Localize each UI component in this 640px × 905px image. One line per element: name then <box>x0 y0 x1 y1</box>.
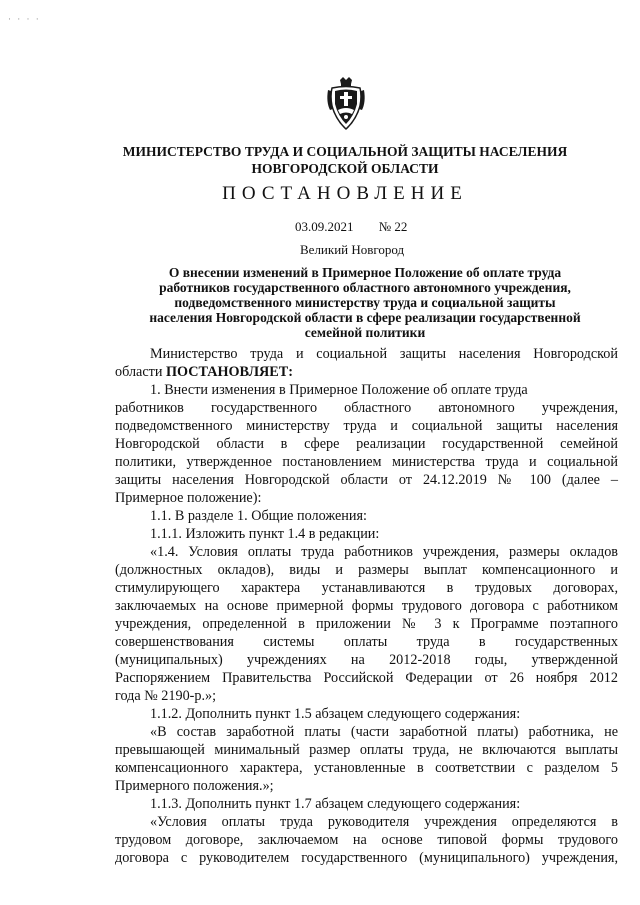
document-city: Великий Новгород <box>300 242 405 257</box>
body-line: работников государственного областного автономного учреждения, <box>115 400 618 416</box>
title-line: подведомственного министерству труда и социальной защиты <box>174 295 556 310</box>
body-line: защиты населения Новгородской области от 24.12.2019 № 100 (далее – <box>115 472 618 488</box>
ministry-name-line1: МИНИСТЕРСТВО ТРУДА И СОЦИАЛЬНОЙ ЗАЩИТЫ НАСЕЛЕНИЯ <box>122 144 568 159</box>
body-line: учреждения, определенной в приложении № 3 к Программе поэтапного <box>115 616 618 632</box>
document-date: 03.09.2021 <box>295 219 354 234</box>
body-line: стимулирующего характера устанавливаются в трудовых договорах, <box>115 580 618 596</box>
body-line: подведомственного министерству труда и социальной защиты населения <box>115 418 618 434</box>
body-line: заключаемых на основе примерной формы трудового договора с работником <box>115 598 618 614</box>
title-line: семейной политики <box>304 325 426 340</box>
body-line: 1.1. В разделе 1. Общие положения: <box>150 508 367 524</box>
body-line: года № 2190-р.»; <box>115 688 217 704</box>
body-line: «1.4. Условия оплаты труда работников учреждения, размеры окладов <box>150 544 618 560</box>
body-line: совершенствования системы оплаты труда в государственных <box>115 634 618 650</box>
title-line: О внесении изменений в Примерное Положение об оплате труда <box>168 265 562 280</box>
body-line: Новгородской области в сфере реализации государственной семейной <box>115 436 618 452</box>
date-number-row <box>295 219 407 235</box>
body-line: превышающей минимальный размер оплаты труда, не включаются выплаты <box>115 742 618 758</box>
body-line: трудовом договоре, заключаемом на основе типовой формы трудового <box>115 832 618 848</box>
body-line: Примерное положение): <box>115 490 262 506</box>
body-line: политики, утвержденное постановлением министерства труда и социальной <box>115 454 618 470</box>
document-type: ПОСТАНОВЛЕНИЕ <box>222 183 468 204</box>
document-number: № 22 <box>378 219 408 234</box>
title-line: работников государственного областного автономного учреждения, <box>159 280 571 295</box>
ministry-name-line2: НОВГОРОДСКОЙ ОБЛАСТИ <box>251 161 439 176</box>
body-line <box>115 363 618 381</box>
coat-of-arms-icon <box>326 76 366 132</box>
body-line: компенсационного характера, установленные в соответствии с разделом 5 <box>115 760 618 776</box>
title-line: населения Новгородской области в сфере реализации государственной <box>149 310 581 325</box>
body-line: (муниципальных) учреждениях на 2012-2018 годы, утвержденной <box>115 652 618 668</box>
body-line: «Условия оплаты труда руководителя учреждения определяются в <box>150 814 618 830</box>
body-line: (должностных окладов), виды и размеры выплат компенсационного и <box>115 562 618 578</box>
body-line: 1.1.1. Изложить пункт 1.4 в редакции: <box>150 526 380 542</box>
body-line: Министерство труда и социальной защиты населения Новгородской <box>150 346 618 362</box>
body-line: 1.1.2. Дополнить пункт 1.5 абзацем следующего содержания: <box>150 706 521 722</box>
decree-keyword: ПОСТАНОВЛЯЕТ: <box>165 364 293 380</box>
body-line: 1.1.3. Дополнить пункт 1.7 абзацем следующего содержания: <box>150 796 521 812</box>
body-line: договора с руководителем государственного (муниципального) учреждения, <box>115 850 618 866</box>
body-line: Примерного положения.»; <box>115 778 274 794</box>
scan-mark: · · · · <box>8 14 41 24</box>
body-line: «В состав заработной платы (части заработной платы) работника, не <box>150 724 618 740</box>
body-line: Распоряжением Правительства Российской Федерации от 26 ноября 2012 <box>115 670 618 686</box>
body-line: 1. Внести изменения в Примерное Положение об оплате труда <box>150 382 528 398</box>
body-text: области <box>115 364 166 380</box>
